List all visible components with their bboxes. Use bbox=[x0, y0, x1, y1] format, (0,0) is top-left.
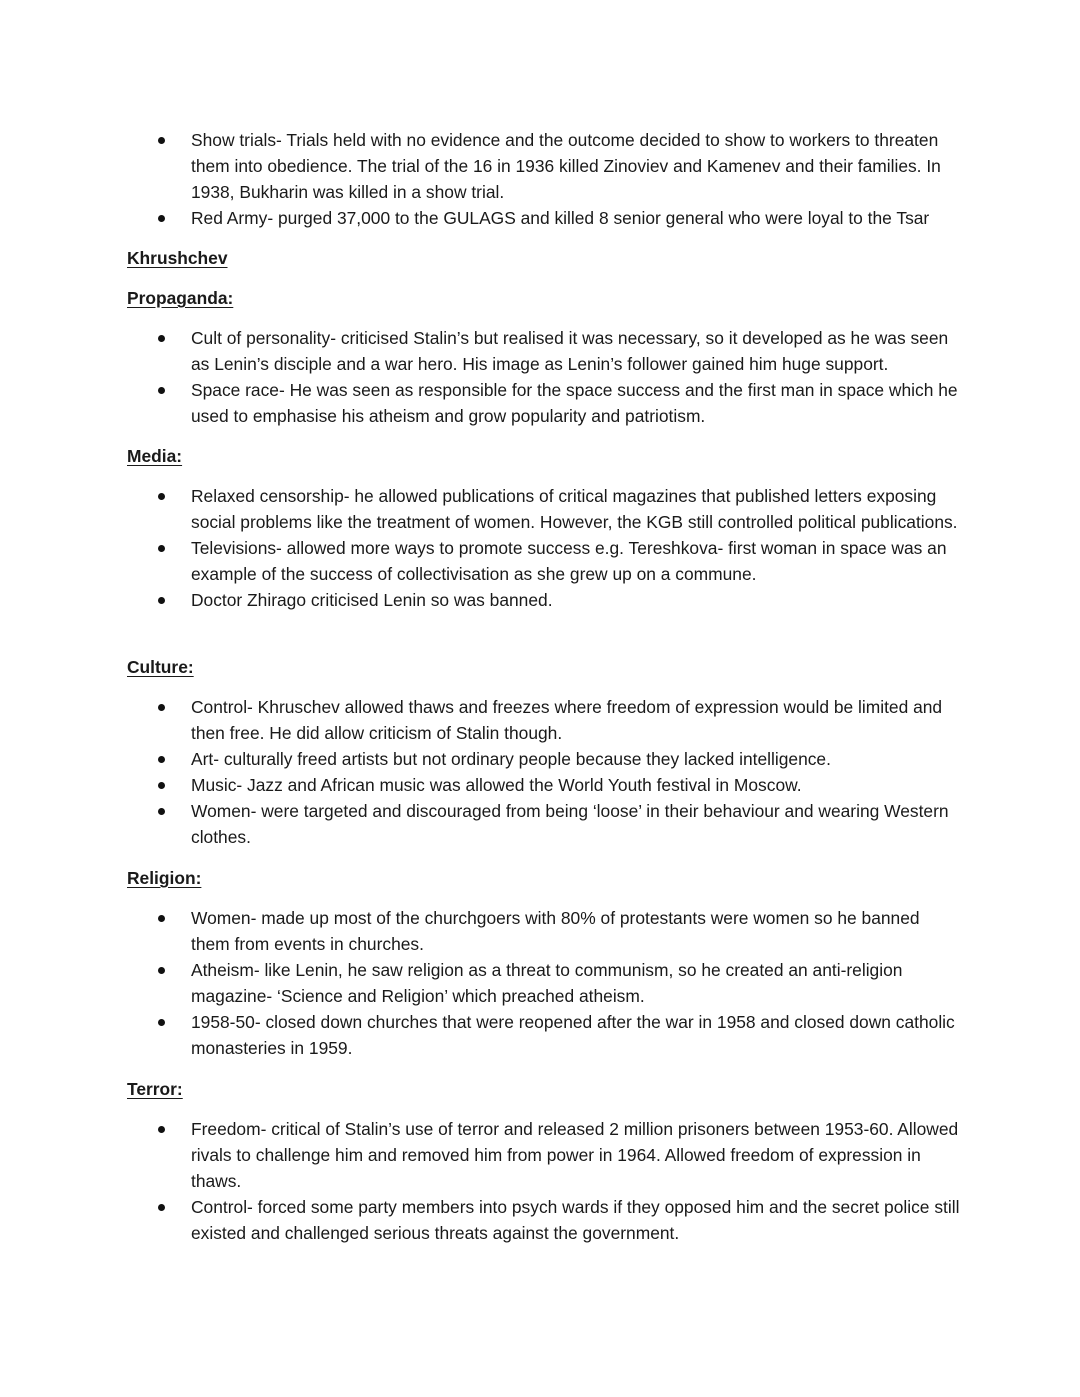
religion-list bbox=[0, 905, 1080, 1061]
list-item bbox=[0, 772, 1080, 798]
list-item-text: Control- forced some party members into psych wards if they opposed him and the secret police still existed and challenged serious threats against the government. bbox=[191, 1197, 960, 1243]
list-item bbox=[0, 746, 1080, 772]
list-item bbox=[0, 325, 1080, 377]
bullet-icon bbox=[158, 387, 165, 394]
religion-heading: Religion: bbox=[127, 868, 202, 888]
bullet-icon bbox=[158, 545, 165, 552]
list-item bbox=[0, 483, 1080, 535]
list-item-text: Control- Khruschev allowed thaws and freezes where freedom of expression would be limited and then free. He did allow criticism of Stalin though. bbox=[191, 697, 943, 743]
list-item-text: Freedom- critical of Stalin’s use of terror and released 2 million prisoners between 1953-60. Allowed rivals to challenge him and removed him from power in 1964. Allowed freedom of expression in thaws. bbox=[191, 1119, 959, 1191]
list-item-text: Relaxed censorship- he allowed publications of critical magazines that published letters exposing social problems like the treatment of women. However, the KGB still controlled political publications. bbox=[191, 486, 958, 532]
bullet-icon bbox=[158, 1019, 165, 1026]
culture-list bbox=[0, 694, 1080, 850]
terror-list bbox=[0, 1116, 1080, 1246]
list-item-text: Women- were targeted and discouraged from being ‘loose’ in their behaviour and wearing Western clothes. bbox=[191, 801, 949, 847]
list-item-text: Televisions- allowed more ways to promote success e.g. Tereshkova- first woman in space was an example of the success of collectivisation as she grew up on a commune. bbox=[191, 538, 947, 584]
propaganda-list bbox=[0, 325, 1080, 429]
bullet-icon bbox=[158, 137, 165, 144]
bullet-icon bbox=[158, 1204, 165, 1211]
bullet-icon bbox=[158, 704, 165, 711]
list-item-text: 1958-50- closed down churches that were reopened after the war in 1958 and closed down catholic monasteries in 1959. bbox=[191, 1012, 955, 1058]
bullet-icon bbox=[158, 493, 165, 500]
media-list bbox=[0, 483, 1080, 613]
list-item-text: Women- made up most of the churchgoers with 80% of protestants were women so he banned them from events in churches. bbox=[191, 908, 920, 954]
list-item-text: Show trials- Trials held with no evidence and the outcome decided to show to workers to threaten them into obedience. The trial of the 16 in 1936 killed Zinoviev and Kamenev and their families. In 1938, Bukharin was killed in a show trial. bbox=[191, 130, 941, 202]
intro-list bbox=[0, 127, 1080, 231]
bullet-icon bbox=[158, 756, 165, 763]
list-item bbox=[0, 957, 1080, 1009]
list-item-text: Red Army- purged 37,000 to the GULAGS and killed 8 senior general who were loyal to the Tsar bbox=[191, 208, 930, 228]
list-item bbox=[0, 798, 1080, 850]
list-item bbox=[0, 377, 1080, 429]
khrushchev-heading: Khrushchev bbox=[127, 248, 228, 268]
bullet-icon bbox=[158, 335, 165, 342]
bullet-icon bbox=[158, 782, 165, 789]
list-item bbox=[0, 127, 1080, 205]
list-item-text: Art- culturally freed artists but not ordinary people because they lacked intelligence. bbox=[191, 749, 831, 769]
list-item-text: Space race- He was seen as responsible for the space success and the first man in space which he used to emphasise his atheism and grow popularity and patriotism. bbox=[191, 380, 958, 426]
list-item-text: Music- Jazz and African music was allowed the World Youth festival in Moscow. bbox=[191, 775, 802, 795]
bullet-icon bbox=[158, 215, 165, 222]
list-item bbox=[0, 1009, 1080, 1061]
bullet-icon bbox=[158, 808, 165, 815]
list-item-text: Atheism- like Lenin, he saw religion as a threat to communism, so he created an anti-religion magazine- ‘Science and Religion’ which preached atheism. bbox=[191, 960, 903, 1006]
propaganda-heading: Propaganda: bbox=[127, 288, 234, 308]
bullet-icon bbox=[158, 915, 165, 922]
list-item-text: Doctor Zhirago criticised Lenin so was banned. bbox=[191, 590, 553, 610]
list-item bbox=[0, 1116, 1080, 1194]
culture-heading: Culture: bbox=[127, 657, 194, 677]
bullet-icon bbox=[158, 967, 165, 974]
bullet-icon bbox=[158, 1126, 165, 1133]
list-item bbox=[0, 535, 1080, 587]
list-item-text: Cult of personality- criticised Stalin’s but realised it was necessary, so it developed as he was seen as Lenin’s disciple and a war hero. His image as Lenin’s follower gained him huge support. bbox=[191, 328, 949, 374]
list-item bbox=[0, 205, 1080, 231]
media-heading: Media: bbox=[127, 446, 183, 466]
list-item bbox=[0, 905, 1080, 957]
list-item bbox=[0, 587, 1080, 613]
list-item bbox=[0, 694, 1080, 746]
terror-heading: Terror: bbox=[127, 1079, 183, 1099]
list-item bbox=[0, 1194, 1080, 1246]
bullet-icon bbox=[158, 597, 165, 604]
